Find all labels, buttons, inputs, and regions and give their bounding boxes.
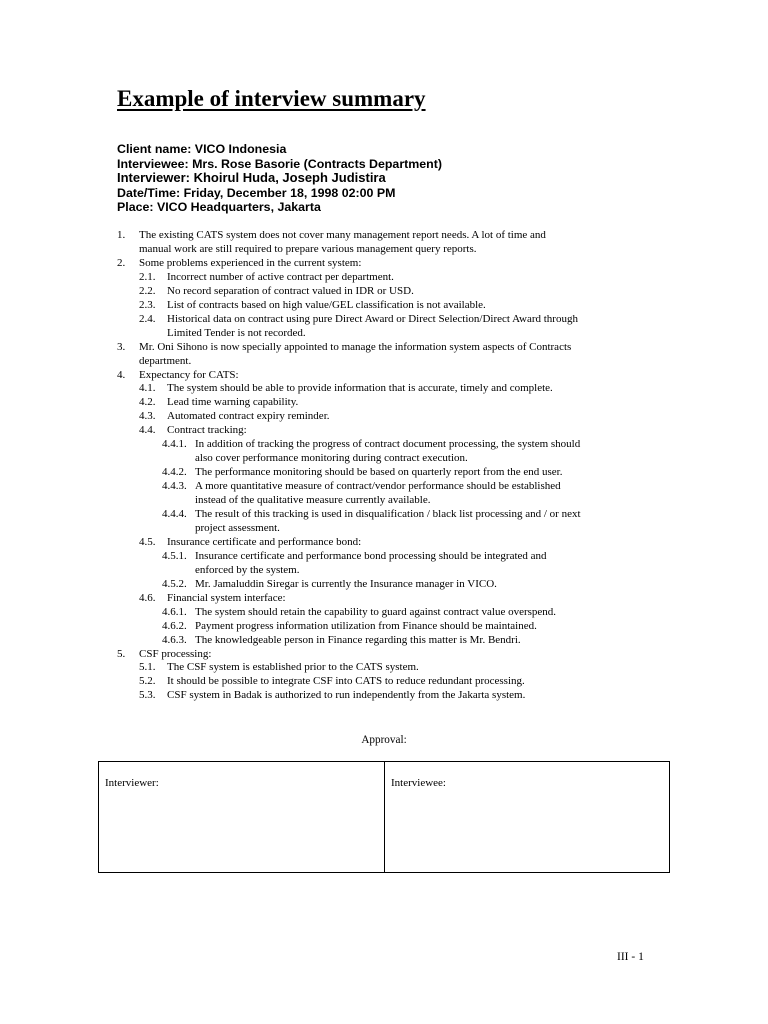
- approval-label: Approval:: [361, 734, 407, 746]
- list-item-text: Some problems experienced in the current system:: [139, 256, 362, 269]
- list-item-number: 3.: [117, 340, 126, 353]
- interview-header: [117, 142, 442, 215]
- list-item-text: Automated contract expiry reminder.: [167, 410, 330, 423]
- list-item-text: manual work are still required to prepare various management query reports.: [139, 242, 477, 255]
- list-item-number: 1.: [117, 229, 126, 241]
- list-item-number: 2.: [117, 256, 126, 269]
- list-item-text: Contract tracking:: [167, 424, 247, 437]
- list-item-number: 4.3.: [139, 410, 156, 423]
- list-item-text: The system should be able to provide information that is accurate, timely and complete.: [167, 382, 553, 395]
- list-item-number: 5.2.: [139, 675, 156, 688]
- list-item-text: instead of the qualitative measure currently available.: [195, 494, 431, 507]
- list-item-number: 2.2.: [139, 284, 156, 297]
- page-number: III - 1: [617, 951, 644, 963]
- interviewer-line: Interviewer: Khoirul Huda, Joseph Judistira: [117, 170, 386, 186]
- list-item-text: Insurance certificate and performance bond processing should be integrated and: [195, 549, 547, 562]
- list-item-number: 4.: [117, 368, 126, 381]
- approval-table: [98, 761, 670, 873]
- list-item-text: The performance monitoring should be based on quarterly report from the end user.: [195, 466, 563, 479]
- list-item-number: 4.4.4.: [162, 508, 187, 520]
- list-item-text: Insurance certificate and performance bond:: [167, 535, 362, 548]
- list-item-text: Financial system interface:: [167, 591, 286, 604]
- list-item-text: Expectancy for CATS:: [139, 368, 239, 381]
- interviewee-signature-label: Interviewee:: [391, 777, 446, 789]
- list-item-text: Limited Tender is not recorded.: [167, 326, 306, 339]
- list-item-number: 4.2.: [139, 396, 156, 409]
- list-item-number: 4.5.1.: [162, 549, 187, 562]
- list-item-text: No record separation of contract valued in IDR or USD.: [167, 284, 414, 297]
- list-item-number: 4.6.: [139, 591, 156, 604]
- list-item-number: 4.6.3.: [162, 633, 187, 646]
- list-item-text: The system should retain the capability to guard against contract value overspend.: [195, 605, 557, 618]
- list-item-number: 4.4.3.: [162, 480, 187, 493]
- list-item-text: CSF processing:: [139, 647, 212, 660]
- list-item-number: 4.5.: [139, 535, 156, 548]
- list-item-text: Payment progress information utilization from Finance should be maintained.: [195, 619, 537, 632]
- list-item-number: 4.6.2.: [162, 619, 187, 632]
- list-item-text: In addition of tracking the progress of contract document processing, the system should: [195, 438, 581, 451]
- list-item-text: Mr. Jamaluddin Siregar is currently the Insurance manager in VICO.: [195, 577, 497, 590]
- list-item-text: Incorrect number of active contract per department.: [167, 270, 394, 283]
- list-item-text: List of contracts based on high value/GEL classification is not available.: [167, 298, 486, 311]
- list-item-text: Mr. Oni Sihono is now specially appointed to manage the information system aspects of Contracts: [139, 340, 572, 353]
- place-line: Place: VICO Headquarters, Jakarta: [117, 200, 321, 215]
- list-item-text: Lead time warning capability.: [167, 396, 299, 409]
- list-item-number: 4.4.1.: [162, 438, 187, 451]
- list-item-text: Historical data on contract using pure Direct Award or Direct Selection/Direct Award through: [167, 312, 578, 325]
- list-item-text: also cover performance monitoring during contract execution.: [195, 452, 468, 465]
- list-item-number: 2.1.: [139, 270, 156, 283]
- interviewer-signature-label: Interviewer:: [105, 777, 159, 789]
- list-item-text: The knowledgeable person in Finance regarding this matter is Mr. Bendri.: [195, 633, 521, 646]
- interviewee-signature-cell: [385, 762, 669, 872]
- list-item-text: enforced by the system.: [195, 563, 300, 576]
- list-item-text: department.: [139, 354, 192, 367]
- list-item-number: 5.3.: [139, 689, 156, 702]
- list-item-number: 2.3.: [139, 298, 156, 311]
- list-item-number: 2.4.: [139, 312, 156, 325]
- list-item-text: A more quantitative measure of contract/vendor performance should be established: [195, 480, 561, 493]
- list-item-text: The CSF system is established prior to the CATS system.: [167, 661, 419, 674]
- list-item-text: CSF system in Badak is authorized to run independently from the Jakarta system.: [167, 689, 526, 702]
- list-item-number: 4.4.2.: [162, 466, 187, 479]
- datetime-line: Date/Time: Friday, December 18, 1998 02:00 PM: [117, 185, 396, 200]
- list-item-number: 4.4.: [139, 424, 156, 437]
- interviewer-signature-cell: [99, 762, 385, 872]
- list-item-number: 5.: [117, 647, 126, 660]
- list-item-text: The result of this tracking is used in disqualification / black list processing and / or next: [195, 508, 581, 520]
- list-item-number: 4.1.: [139, 382, 156, 395]
- list-item-text: project assessment.: [195, 521, 280, 534]
- page-title: Example of interview summary: [117, 86, 426, 111]
- list-item-number: 5.1.: [139, 661, 156, 674]
- list-item-text: The existing CATS system does not cover many management report needs. A lot of time and: [139, 229, 546, 241]
- interviewee-line: Interviewee: Mrs. Rose Basorie (Contracts Department): [117, 156, 443, 171]
- list-item-text: It should be possible to integrate CSF into CATS to reduce redundant processing.: [167, 675, 525, 688]
- list-item-number: 4.6.1.: [162, 605, 187, 618]
- list-item-number: 4.5.2.: [162, 577, 187, 590]
- client-name: Client name: VICO Indonesia: [117, 142, 287, 156]
